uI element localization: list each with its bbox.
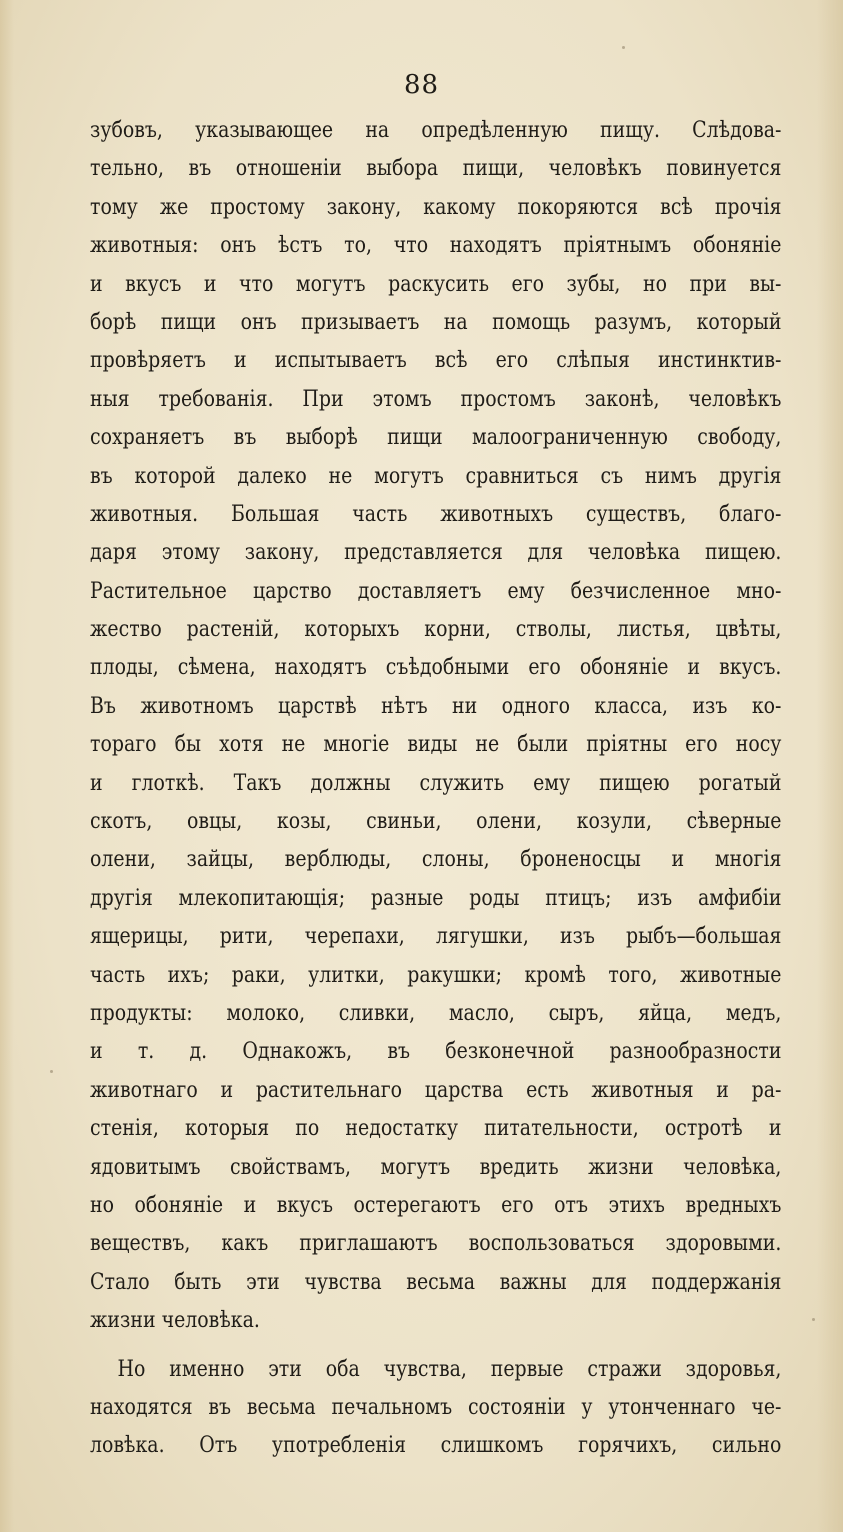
text-line: тельно, въ отношеніи выбора пищи, человѣкъ повинуется [90, 156, 782, 182]
paper-speck [50, 1070, 53, 1073]
text-line: но обоняніе и вкусъ остерегаютъ его отъ этихъ вредныхъ [90, 1192, 782, 1218]
text-line: тораго бы хотя не многіе виды не были пріятны его носу [90, 732, 782, 758]
text-line: находятся въ весьма печальномъ состояніи у утонченнаго че- [90, 1394, 782, 1420]
text-line: стенія, которыя по недостатку питательности, остротѣ и [90, 1116, 782, 1142]
text-line: и вкусъ и что могутъ раскусить его зубы, но при вы- [90, 271, 782, 297]
text-line: веществъ, какъ приглашаютъ воспользоваться здоровыми. [90, 1231, 782, 1257]
page-edge-shadow-left [0, 0, 14, 1532]
page-edge-shadow-right [817, 0, 843, 1532]
text-line: зубовъ, указывающее на опредѣленную пищу. Слѣдова- [90, 118, 782, 143]
paragraph-gap [90, 1341, 782, 1351]
text-line: ныя требованія. При этомъ простомъ законѣ, человѣкъ [90, 386, 782, 412]
text-line: скотъ, овцы, козы, свиньи, олени, козули, сѣверные [90, 809, 782, 835]
page-number: 88 [403, 70, 440, 100]
text-line: Въ животномъ царствѣ нѣтъ ни одного класса, изъ ко- [90, 693, 782, 719]
text-line: ловѣка. Отъ употребленія слишкомъ горячихъ, сильно [90, 1433, 782, 1459]
text-line: плоды, сѣмена, находятъ съѣдобными его обоняніе и вкусъ. [90, 655, 782, 681]
body-text [90, 112, 782, 1466]
text-line: ядовитымъ свойствамъ, могутъ вредить жизни человѣка, [90, 1154, 782, 1180]
text-line: жество растеній, которыхъ корни, стволы, листья, цвѣты, [90, 617, 782, 643]
text-line: Растительное царство доставляетъ ему безчисленное мно- [90, 578, 782, 604]
text-line: Стало быть эти чувства весьма важны для поддержанія [90, 1269, 782, 1295]
text-line: даря этому закону, представляется для человѣка пищею. [90, 540, 782, 566]
paper-speck [622, 46, 625, 49]
text-line: тому же простому закону, какому покоряются всѣ прочія [90, 194, 782, 220]
text-line-paragraph-end: жизни человѣка. [90, 1308, 260, 1334]
text-line: и глоткѣ. Такъ должны служить ему пищею рогатый [90, 770, 782, 796]
text-line: животнаго и растительнаго царства есть животныя и ра- [90, 1077, 782, 1103]
text-line: сохраняетъ въ выборѣ пищи малоограниченную свободу, [90, 425, 782, 451]
text-line: другія млекопитающія; разные роды птицъ; изъ амфибіи [90, 885, 782, 911]
text-line: и т. д. Однакожъ, въ безконечной разнообразности [90, 1039, 782, 1065]
text-line: провѣряетъ и испытываетъ всѣ его слѣпыя инстинктив- [90, 348, 782, 374]
text-line: олени, зайцы, верблюды, слоны, броненосцы и многія [90, 847, 782, 873]
text-line: животныя: онъ ѣстъ то, что находятъ пріятнымъ обоняніе [90, 233, 782, 259]
text-line: часть ихъ; раки, улитки, ракушки; кромѣ того, животные [90, 962, 782, 988]
text-line: въ которой далеко не могутъ сравниться съ нимъ другія [90, 463, 782, 489]
paper-speck [812, 1318, 815, 1321]
text-line: ящерицы, рити, черепахи, лягушки, изъ рыбъ—большая [90, 924, 782, 950]
text-line: борѣ пищи онъ призываетъ на помощь разумъ, который [90, 309, 782, 335]
text-line: продукты: молоко, сливки, масло, сыръ, яйца, медъ, [90, 1000, 782, 1026]
text-line-paragraph-start: Но именно эти оба чувства, первые стражи здоровья, [117, 1356, 782, 1382]
text-line: животныя. Большая часть животныхъ существъ, благо- [90, 501, 782, 527]
